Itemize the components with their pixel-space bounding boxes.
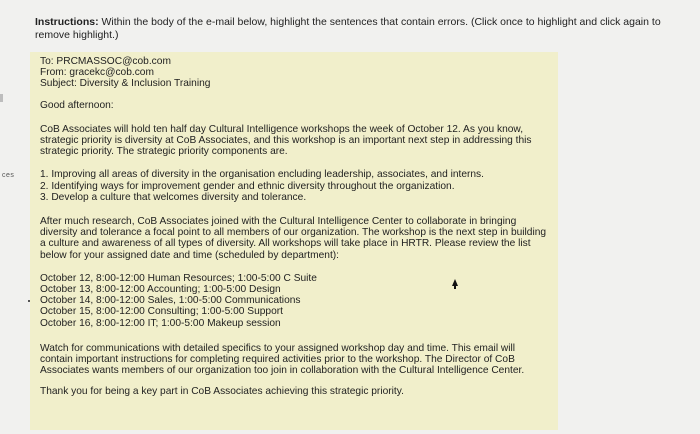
schedule-row[interactable]: October 13, 8:00-12:00 Accounting; 1:00-5:00 Design: [40, 284, 281, 296]
paragraph-intro: [40, 124, 548, 158]
paragraph-line[interactable]: diversity and tolerance a focal point to all members of our organization. The workshop is the next step in building: [40, 227, 547, 239]
paragraph-watch: [40, 343, 548, 377]
email-subject: Subject: Diversity & Inclusion Training: [40, 78, 211, 90]
sentence-intro-3[interactable]: strategic priority is diversity at CoB Associates, and this workshop is an important next step in addressing this: [40, 135, 532, 147]
paragraph-line[interactable]: a culture and awareness of all types of diversity. All workshops will take place in HRTR. Please review the list: [40, 238, 531, 250]
list-item[interactable]: 3. Develop a culture that welcomes diversity and tolerance.: [40, 191, 307, 203]
mouse-cursor-stem: [454, 285, 456, 289]
paragraph-line[interactable]: contain important instructions for completing required activities prior to the workshop. The Director of CoB: [40, 354, 515, 366]
email-body: [30, 52, 558, 430]
sentence-intro-4[interactable]: strategic priority. The strategic priority components are.: [40, 146, 288, 158]
schedule-row[interactable]: October 15, 8:00-12:00 Consulting; 1:00-5:00 Support: [40, 306, 283, 318]
email-greeting[interactable]: Good afternoon:: [40, 99, 114, 111]
email-from: From: gracekc@cob.com: [40, 67, 154, 79]
schedule-row[interactable]: October 16, 8:00-12:00 IT; 1:00-5:00 Makeup session: [40, 317, 281, 329]
schedule-list: [40, 273, 548, 329]
sentence-intro-2[interactable]: 12. As you know,: [446, 123, 524, 135]
side-label: ces: [2, 172, 15, 179]
list-item[interactable]: 2. Identifying ways for improvement gender and ethnic diversity throughout the organization.: [40, 180, 455, 192]
paragraph-line[interactable]: After much research, CoB Associates joined with the Cultural Intelligence Center to collaborate in bringing: [40, 216, 517, 228]
instructions: [35, 16, 665, 42]
margin-dot: [28, 300, 30, 302]
schedule-row[interactable]: October 14, 8:00-12:00 Sales, 1:00-5:00 Communications: [40, 295, 301, 307]
paragraph-line[interactable]: below for your assigned date and time (scheduled by department):: [40, 249, 340, 261]
sentence-intro-1[interactable]: CoB Associates will hold ten half day Cultural Intelligence workshops the week of October: [40, 123, 447, 135]
list-item[interactable]: 1. Improving all areas of diversity in the organisation encluding leadership, associates, and interns.: [40, 169, 484, 181]
edge-marker: [0, 94, 3, 102]
closing-sentence[interactable]: Thank you for being a key part in CoB Associates achieving this strategic priority.: [40, 386, 404, 398]
paragraph-line[interactable]: Associates wants members of our organization too join in collaboration with the Cultural Intelligence Center.: [40, 365, 525, 377]
paragraph-research: [40, 216, 548, 261]
priority-list: [40, 169, 548, 203]
instructions-text: Within the body of the e-mail below, highlight the sentences that contain errors. (Click once to highlight and click again to remove highlight.): [35, 16, 661, 41]
paragraph-line[interactable]: Watch for communications with detailed specifics to your assigned workshop day and time. This email will: [40, 342, 516, 354]
schedule-row[interactable]: October 12, 8:00-12:00 Human Resources; 1:00-5:00 C Suite: [40, 272, 317, 284]
instructions-lead: Instructions:: [35, 16, 99, 28]
email-to: To: PRCMASSOC@cob.com: [40, 56, 171, 67]
